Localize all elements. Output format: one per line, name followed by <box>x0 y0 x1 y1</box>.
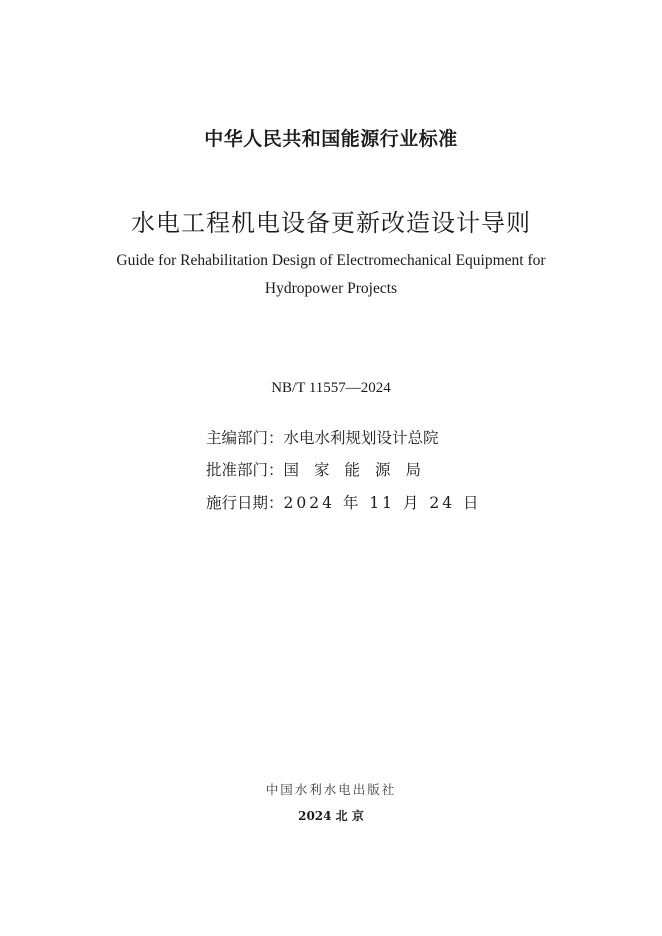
standard-series-title: 中华人民共和国能源行业标准 <box>204 128 458 150</box>
document-title-chinese: 水电工程机电设备更新改造设计导则 <box>131 209 531 237</box>
publication-year-place: 2024 北 京 <box>298 809 364 823</box>
document-title-english-line2: Hydropower Projects <box>264 280 398 297</box>
document-title-english-line1: Guide for Rehabilitation Design of Electromechanical Equipment for <box>116 252 546 269</box>
publisher-name: 中国水利水电出版社 <box>265 782 397 797</box>
effective-date-row <box>206 491 526 513</box>
editor-row <box>206 426 526 448</box>
editor-value: 水电水利规划设计总院 <box>283 429 439 447</box>
effective-date-label: 施行日期： <box>206 494 284 512</box>
approver-label: 批准部门： <box>206 461 284 479</box>
editor-label: 主编部门： <box>206 429 284 447</box>
approver-value: 国家能源局 <box>283 461 437 479</box>
effective-date-value: 2024 年 11 月 24 日 <box>283 494 482 512</box>
approver-row <box>206 458 526 480</box>
standard-code: NB/T 11557—2024 <box>271 380 391 396</box>
